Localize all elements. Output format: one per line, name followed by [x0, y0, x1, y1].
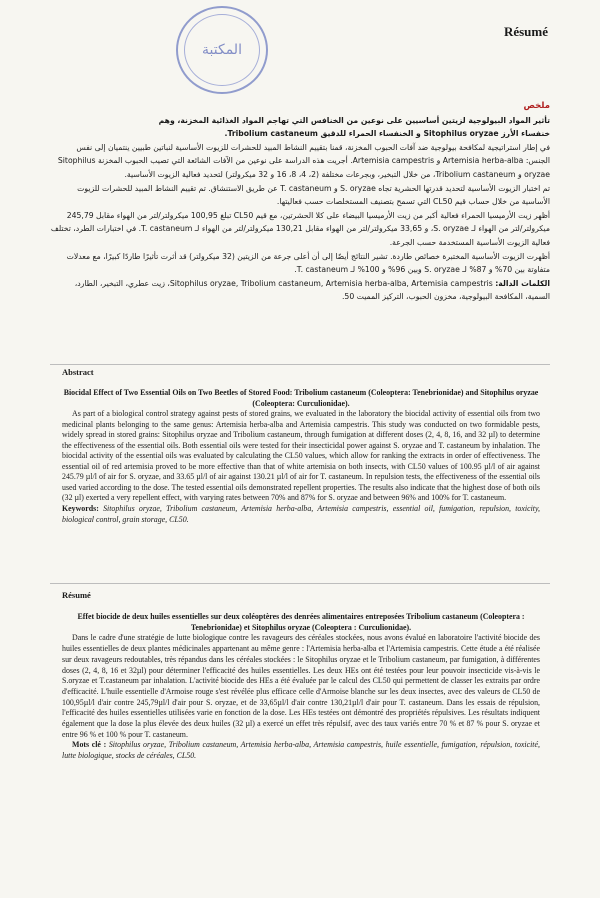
abstract-title: Biocidal Effect of Two Essential Oils on Two Beetles of Stored Food: Tribolium castaneum (Coleoptera: Tenebrionidae) and Sitophilus oryzae (Coleoptera: Curculionidae).: [63, 388, 539, 408]
library-stamp: [176, 6, 268, 94]
french-resume: [62, 612, 540, 762]
arabic-abstract: [50, 100, 550, 304]
arabic-keywords: [50, 277, 550, 304]
resume-page-title: Résumé: [503, 24, 548, 39]
stamp-ring: [184, 14, 260, 86]
resume-keywords-label: Mots clé :: [72, 740, 107, 750]
abstract-section-label: Abstract: [62, 367, 94, 377]
arabic-paragraph-4: أظهرت الزيوت الأساسية المختبرة خصائص طاردة. تشير النتائج أيضًا إلى أن أعلى جرعة من الزيتين (32 ميكرولتر) قد أثرت تأثيرًا طاردًا كبيرًا، مع معدلات متفاوتة بين 70% و 87% لـ S. oryzae وبين 96% و 100% لـ T. castaneum.: [66, 251, 550, 275]
resume-keywords-text: Sitophilus oryzae, Tribolium castaneum, Artemisia herba-alba, Artemisia campestris, huile essentielle, fumigation, répulsion, toxicité, lutte biologique, stocks de céréales, CL50.: [62, 740, 540, 761]
abstract-keywords-text: Sitophilus oryzae, Tribolium castaneum, Artemisia herba-alba, Artemisia campestris, essential oil, fumigation, repulsion, toxicity, biological control, grain storage, CL50.: [62, 504, 540, 524]
stamp-text: المكتبة: [202, 42, 242, 58]
abstract-keywords-label: Keywords:: [62, 504, 99, 514]
resume-section-label: Résumé: [62, 590, 91, 600]
arabic-title-line2: خنفساء الأرز Sitophilus oryzae و الخنفساء الحمراء للدقيق Tribolium castaneum.: [224, 129, 550, 139]
section-divider-1: [50, 364, 550, 365]
abstract-keywords: [62, 504, 540, 525]
arabic-paragraph-2: تم اختبار الزيوت الأساسية لتحديد قدرتها الحشرية تجاه S. oryzae و T. castaneum عن طريق الاستنشاق. تم تقييم النشاط المبيد للحشرات للزيوت الأساسية من خلال حساب قيم CL50 التي تسمح بتصنيف المستخلصات حسب فعاليتها.: [77, 183, 550, 207]
arabic-heading: ملخص: [523, 101, 550, 111]
section-divider-2: [50, 583, 550, 584]
arabic-paragraph-3: أظهر زيت الأرميسيا الحمراء فعالية أكبر من زيت الأرميسيا البيضاء على كلا الحشرتين، مع قيم CL50 تبلغ 100,95 ميكرولتر/لتر من الهواء مقابل 245,79 ميكرولتر/لتر من الهواء لـ S. oryzae، و 33,65 ميكرولتر/لتر من الهواء مقابل 130,21 ميكرولتر/لتر من الهواء لـ T. castaneum. في اختبارات الطرد، تختلف فعالية الزيوت الأساسية المستخدمة حسب الجرعة.: [50, 210, 550, 247]
resume-keywords: [62, 740, 540, 761]
arabic-keywords-label: الكلمات الدالة:: [495, 278, 550, 288]
arabic-paragraph-1: في إطار استراتيجية لمكافحة بيولوجية ضد آفات الحبوب المخزنة، قمنا بتقييم النشاط المبيد للحشرات للزيوت الأساسية لنباتين طبيين ينتميان إلى نفس الجنس: Artemisia herba-alba و Artemisia campestris. أجريت هذه الدراسة على نوعين من الآفات الشائعة التي تصيب الحبوب المخزنة Sitophilus oryzae و Tribolium castaneum، من خلال التبخير، وبجرعات مختلفة (2، 4، 8، 16 و 32 ميكرولتر) لتحديد فعالية الزيوت الأساسية.: [57, 142, 550, 179]
abstract-body: As part of a biological control strategy against pests of stored grains, we evaluated in the laboratory the biocidal activity of essential oils from two medicinal plants belonging to the same genus: Artemisia herba-alba and Artemisia campestris. This study was conducted on two formidable pests, widely spread in stored grains: Sitophilus oryzae and Tribolium castaneum, through fumigation at different doses (2, 4, 8, 16, and 32 µl) to determine the effectiveness of the essential oils. Both essential oils were tested for their insecticidal power against S. oryzae and T. castaneum by inhalation. The biocidal activity of the essential oils was evaluated by calculating the CL50 values, which allow for ranking the extracts in order of effectiveness. The essential oil of red artemisia proved to be more effective than that of white artemisia on both insects, with CL50 values of 100.95 µl/l of air against 245.79 µl/l of air for S. oryzae, and 33.65 µl/l of air against 130.21 µl/l of air for T. castaneum. In repulsion tests, the effectiveness of the essential oils used varied according to the dose. The tested essential oils demonstrated repellent properties. The results also indicate that the highest dose of both oils (32 µl) exerted a very repellent effect, with varying rates between 70% and 87% for S. oryzae and between 96% and 100% for T. castaneum.: [62, 409, 540, 503]
english-abstract: [62, 388, 540, 525]
arabic-keywords-text: Sitophilus oryzae, Tribolium castaneum, Artemisia herba-alba, Artemisia campestris، زيت عطري، التبخير، الطارد، السمية، المكافحة البيولوجية، مخزون الحبوب، التركيز المميت 50.: [74, 278, 550, 302]
arabic-title-line1: تأثير المواد البيولوجية لزيتين أساسيين على نوعين من الخنافس التي تهاجم المواد الغذائية المخزنة، وهم: [158, 115, 550, 125]
resume-body: Dans le cadre d'une stratégie de lutte biologique contre les ravageurs des céréales stockées, nous avons évalué en laboratoire l'activité biocide des huiles essentielles de deux plantes médicinales appartenant au même genre : l'Artemisia herba-alba et l'Artemisia campestris. Cette étude a été réalisée sur deux ravageurs redoutables, très répandus dans les céréales stockées : le Sitophilus oryzae et le Tribolium castaneum, par fumigation, à différentes doses (2, 4, 8, 16 et 32µl) pour déterminer l'efficacité des huiles essentielles. Les deux HEs ont été testées pour leur pouvoir insecticide vis-à-vis le S.oryzae et T.castaneum par inhalation. L'activité biocide des HEs a été évaluée par le calcul des CL50 qui permettent de classer les extraits par ordre d'efficacité. L'huile essentielle d'Armoise rouge s'est révélée plus efficace celle d'Armoise blanche sur les deux insectes, avec des valeurs de CL50 de 100,95µl/l d'air contre 245,79µl/l d'air pour S. oryzae, et de 33,65µl/l d'air contre 130,21µl/l d'air pour T. castaneum. Dans les essais de répulsion, l'efficacité des huiles essentielles utilisées varie en fonction de la dose. Les HEs testées ont démontré des propriétés répulsives. Les résultats indiquent également que la dose la plus élevée des deux huiles (32 µl) a exercé un effet très répulsif, avec des taux variés entre 70 % et 87 % pour S. oryzae et entre 96 % et 100 % pour T. castaneum.: [62, 633, 540, 739]
resume-title: Effet biocide de deux huiles essentielles sur deux coléoptères des denrées alimentaires entreposées Tribolium castaneum (Coleoptera : Tenebrionidae) et Sitophilus oryzae (Coleoptera : Curculionidae).: [77, 612, 525, 632]
